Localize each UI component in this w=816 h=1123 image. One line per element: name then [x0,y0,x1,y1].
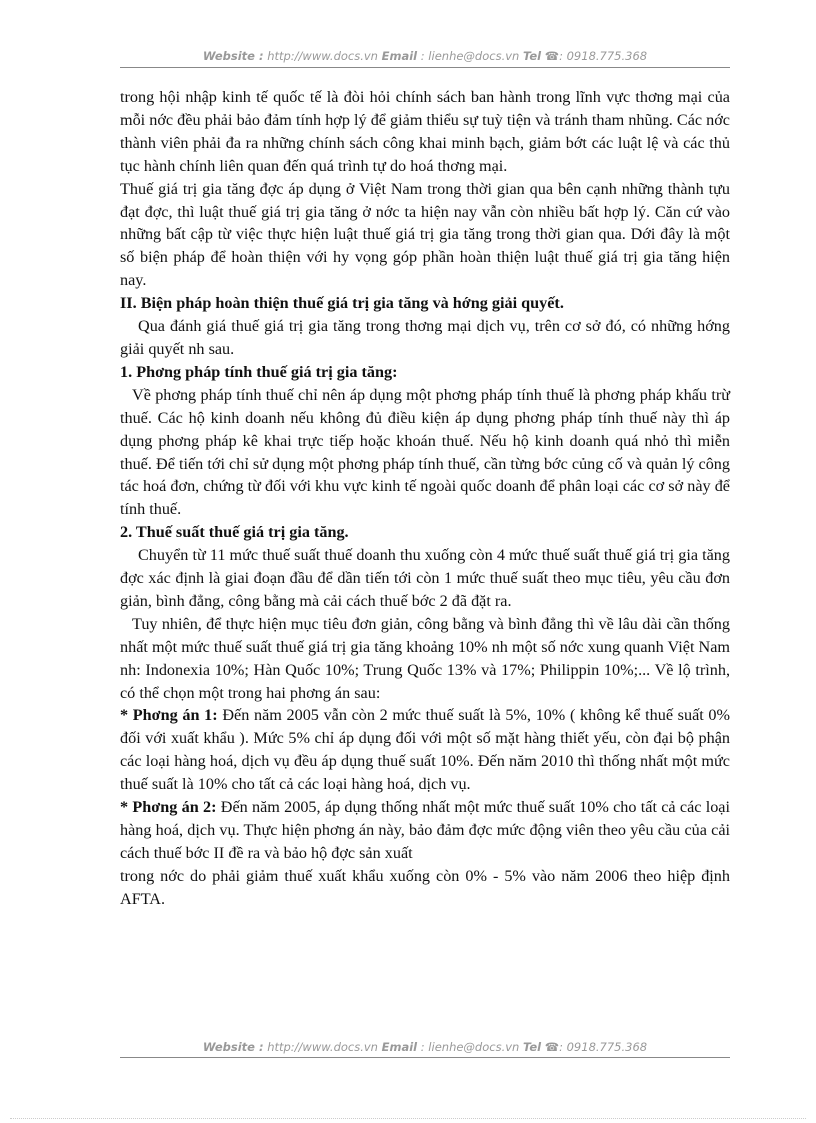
footer-tel-value: ☎: 0918.775.368 [544,1040,648,1054]
paragraph-unify-rate: Tuy nhiên, để thực hiện mục tiêu đơn giản, công bằng và bình đẳng thì về lâu dài cần thống nhất một mức thuế suất thuế giá trị gia tăng khoảng 10% nh một số nớc xung quanh Việt Nam nh: Indonexia 10%; Hàn Quốc 10%; Trung Quốc 13% và 17%; Philippin 10%;... Về lộ trình, có thể chọn một trong hai phơng án sau: [120,614,730,702]
paragraph-tax-rates: Chuyển từ 11 mức thuế suất thuế doanh thu xuống còn 4 mức thuế suất thuế giá trị gia tăng đợc xác định là giai đoạn đầu để dần tiến tới còn 1 mức thuế suất theo mục tiêu, yêu cầu đơn giản, bình đẳng, công bằng mà cải cách thuế bớc 2 đã đặt ra. [120,546,730,610]
footer-website-label: Website : [202,1040,264,1054]
footer-email-label: Email [381,1040,418,1054]
section-heading-ii: II. Biện pháp hoàn thiện thuế giá trị gia tăng và hớng giải quyết. [120,294,564,313]
header-tel-label: Tel [523,49,542,63]
paragraph-option-1 [120,704,730,796]
page-footer [120,1040,730,1054]
footer-email-value[interactable]: : lienhe@docs.vn [420,1040,520,1054]
option-2-label: * Phơng án 2: [120,798,217,817]
subsection-heading-1: 1. Phơng pháp tính thuế giá trị gia tăng: [120,362,398,381]
paragraph-afta: trong nớc do phải giảm thuế xuất khẩu xuống còn 0% - 5% vào năm 2006 theo hiệp định AFTA. [120,866,730,908]
option-1-label: * Phơng án 1: [120,706,218,725]
paragraph-method: Về phơng pháp tính thuế chỉ nên áp dụng một phơng pháp tính thuế là phơng pháp khấu trừ thuế. Các hộ kinh doanh nếu không đủ điều kiện áp dụng phơng pháp tính thuế này thì áp dụng phơng pháp kê khai trực tiếp hoặc khoán thuế. Nếu hộ kinh doanh quá nhỏ thì miễn thuế. Để tiến tới chỉ sử dụng một phơng pháp tính thuế, cần từng bớc củng cố và quản lý công tác hoá đơn, chứng từ đối với khu vực kinh tế ngoài quốc doanh để phân loại các cơ sở này để tính thuế. [120,385,730,519]
footer-rule [120,1057,730,1058]
header-website-url[interactable]: http://www.docs.vn [267,49,378,63]
option-1-text: Đến năm 2005 vẫn còn 2 mức thuế suất là 5%, 10% ( không kể thuế suất 0% đối với xuất khẩu ). Mức 5% chỉ áp dụng đối với một số mặt hàng thiết yếu, còn đại bộ phận các loại hàng hoá, dịch vụ đều áp dụng thuế suất 10%. Đến năm 2010 thì thống nhất một mức thuế suất là 10% cho tất cả các loại hàng hoá, dịch vụ. [120,706,731,794]
header-email-label: Email [381,49,418,63]
paragraph-vat-status: Thuế giá trị gia tăng đợc áp dụng ở Việt Nam trong thời gian qua bên cạnh những thành tựu đạt đợc, thì luật thuế giá trị gia tăng ở nớc ta hiện nay vẫn còn nhiều bất hợp lý. Căn cứ vào những bất cập từ việc thực hiện luật thuế giá trị gia tăng trong thời gian qua. Dới đây là một số biện pháp để hoàn thiện với hy vọng góp phần hoàn thiện luật thuế giá trị gia tăng hiện nay. [120,179,730,290]
footer-tel-label: Tel [523,1040,542,1054]
document-body [120,86,730,911]
page-edge-dotted-line [10,1118,806,1119]
header-email-value[interactable]: : lienhe@docs.vn [420,49,520,63]
header-rule [120,67,730,68]
footer-website-url[interactable]: http://www.docs.vn [267,1040,378,1054]
paragraph-option-2 [120,796,730,865]
paragraph-solutions-intro: Qua đánh giá thuế giá trị gia tăng trong thơng mại dịch vụ, trên cơ sở đó, có những hớng giải quyết nh sau. [120,317,730,358]
header-website-label: Website : [202,49,264,63]
option-2-text: Đến năm 2005, áp dụng thống nhất một mức thuế suất 10% cho tất cả các loại hàng hoá, dịch vụ. Thực hiện phơng án này, bảo đảm đợc mức động viên theo yêu cầu của cải cách thuế bớc II đề ra và bảo hộ đợc sản xuất [120,798,730,862]
paragraph-intro: trong hội nhập kinh tế quốc tế là đòi hỏi chính sách ban hành trong lĩnh vực thơng mại của mỗi nớc đều phải bảo đảm tính hợp lý để giảm thiểu sự tuỳ tiện và tránh tham nhũng. Các nớc thành viên phải đa ra những chính sách công khai minh bạch, giảm bớt các luật lệ và các thủ tục hành chính liên quan đến quá trình tự do hoá thơng mại. [120,88,730,175]
page-header [120,49,730,63]
header-tel-value: ☎: 0918.775.368 [544,49,648,63]
subsection-heading-2: 2. Thuế suất thuế giá trị gia tăng. [120,523,349,542]
